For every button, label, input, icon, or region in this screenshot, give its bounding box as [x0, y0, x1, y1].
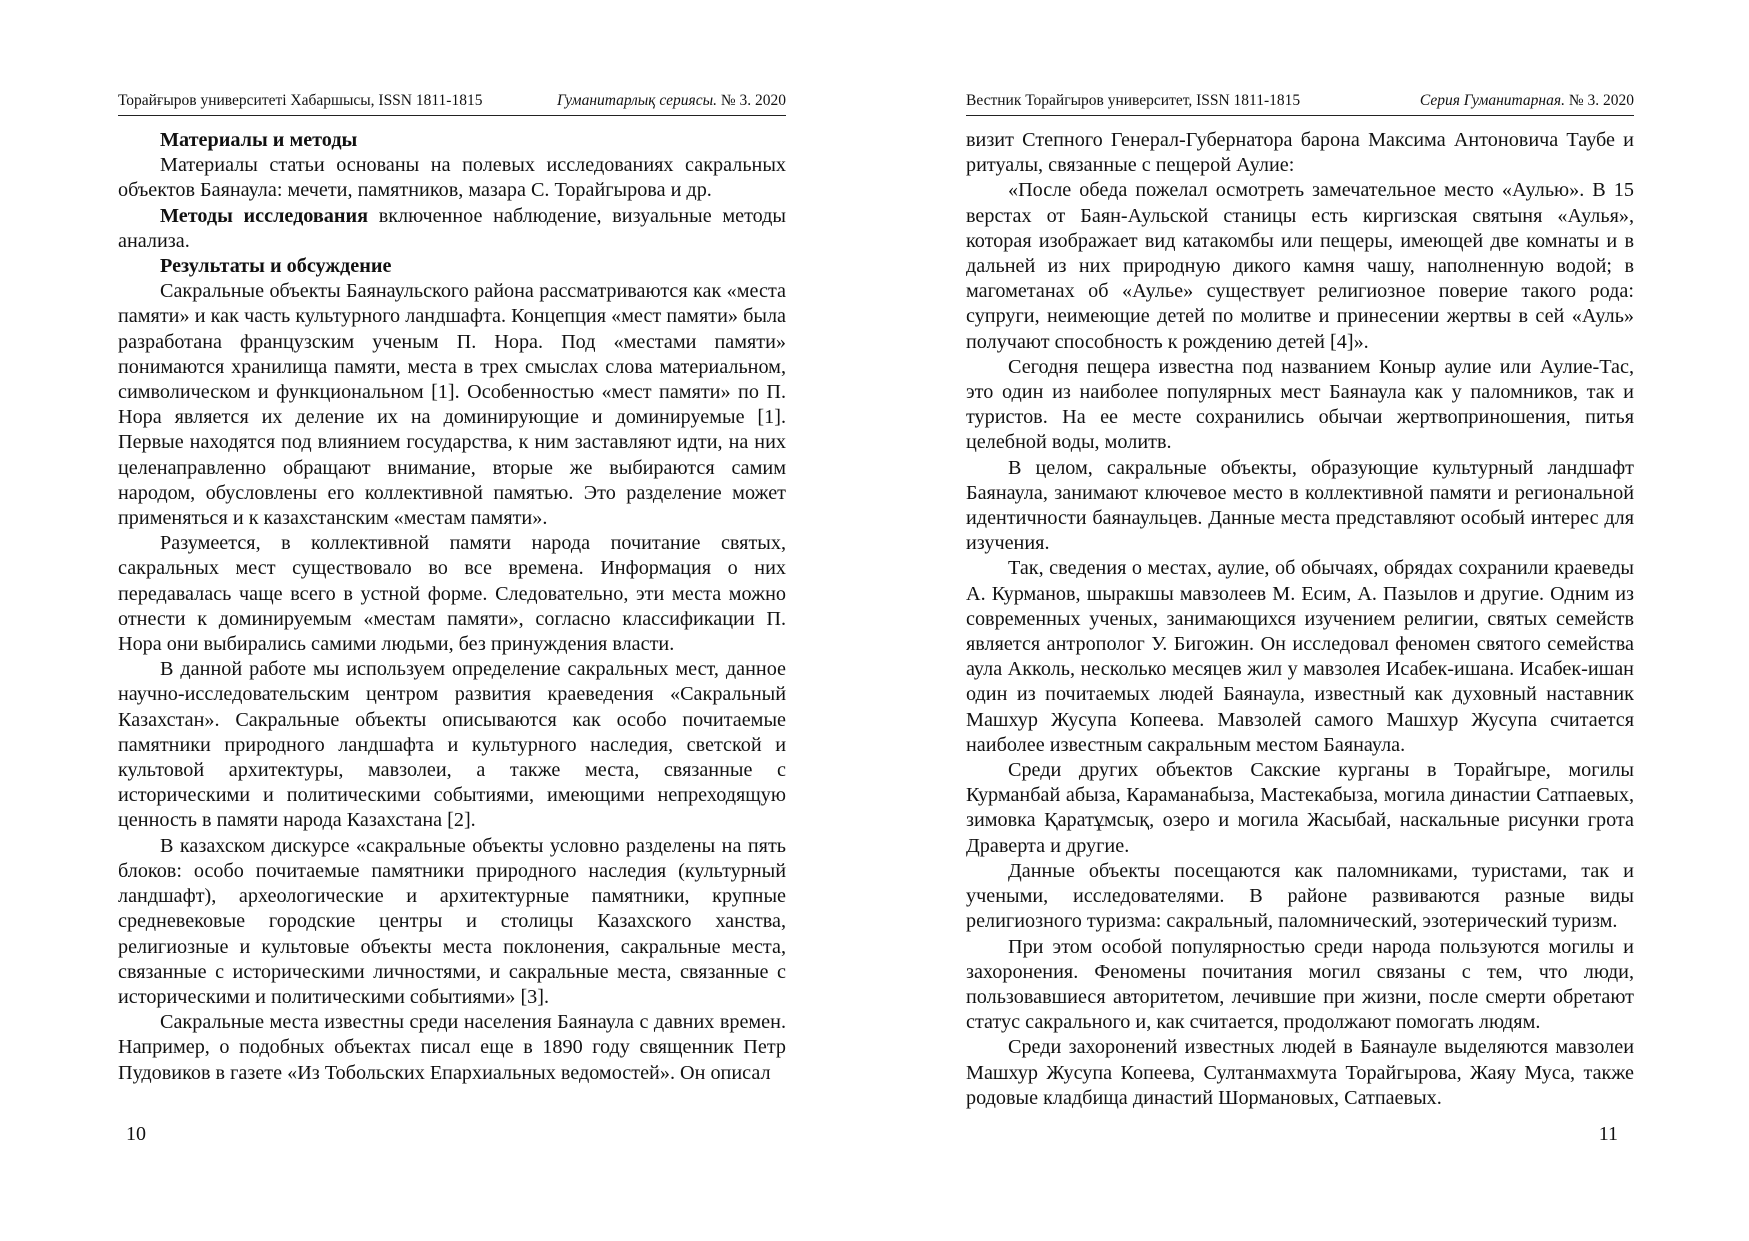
paragraph: Сегодня пещера известна под названием Коныр аулие или Аулие-Тас, это один из наиболее популярных мест Баянаула как у паломников, так и туристов. На ее месте сохранились обычаи жертвоприношения, питья целебной воды, молитв. — [966, 355, 1634, 454]
quote-paragraph: «После обеда пожелал осмотреть замечательное место «Аулью». В 15 верстах от Баян-Аульской станицы есть киргизская святыня «Аулья», которая изображает вид катакомбы или пещеры, имеющей две комнаты и в дальней из них природную дикого камня чашу, наполненную водой; в магометанах об «Аулье» существует религиозное поверие такого рода: супруги, неимеющие детей по молитве и принесении жертвы в сей «Ауль» получают способность к рождению детей [4]». — [966, 179, 1634, 353]
paragraph: В целом, сакральные объекты, образующие культурный ландшафт Баянаула, занимают ключевое место в коллективной памяти и региональной идентичности баянаульцев. Данные места представляют особый интерес для изучения. — [966, 456, 1634, 555]
paragraph: При этом особой популярностью среди народа пользуются могилы и захоронения. Феномены почитания могил связаны с тем, что люди, пользовавшиеся авторитетом, лечившие при жизни, после смерти обретают статус сакрального и, как считается, продолжают помогать людям. — [966, 935, 1634, 1034]
paragraph: Материалы статьи основаны на полевых исследованиях сакральных объектов Баянаула: мечети, памятников, мазара С. Торайгырова и др. — [118, 154, 786, 202]
paragraph: В данной работе мы используем определение сакральных мест, данное научно-исследовательским центром развития краеведения «Сакральный Казахстан». Сакральные объекты описываются как особо почитаемые памятники природного ландшафта и культурного наследия, светской и культовой архитектуры, мавзолеи, а также места, связанные с историческими и политическими событиями, имеющими непреходящую ценность в памяти народа Казахстана [2]. — [118, 658, 786, 832]
series-name: Серия Гуманитарная. — [1419, 92, 1565, 109]
paragraph — [118, 204, 786, 254]
issue-number: № 3. 2020 — [720, 92, 786, 109]
page-number: 10 — [126, 1123, 146, 1145]
series-name: Гуманитарлық сериясы. — [557, 92, 717, 109]
body-text — [118, 128, 786, 1086]
paragraph: Среди захоронений известных людей в Баянауле выделяются мавзолеи Машхур Жусупа Копеева, Султанмахмута Торайгырова, Жаяу Муса, также родовые кладбища династий Шормановых, Сатпаевых. — [966, 1036, 1634, 1109]
series-info — [557, 91, 786, 111]
paragraph: Так, сведения о местах, аулие, об обычаях, обрядах сохранили краеведы А. Курманов, шыракшы мавзолеев М. Есим, А. Пазылов и другие. Одним из современных ученых, занимающихся изучением религии, святых семейств является антрополог У. Бигожин. Он исследовал феномен святого семейства аула Акколь, несколько месяцев жил у мавзолея Исабек-ишана. Исабек-ишан один из почитаемых людей Баянаула, известный как духовный наставник Машхур Жусупа Копеева. Мавзолей самого Машхур Жусупа считается наиболее известным сакральным местом Баянаула. — [966, 557, 1634, 756]
section-heading: Материалы и методы — [160, 129, 358, 151]
running-header — [966, 91, 1634, 116]
paragraph: В казахском дискурсе «сакральные объекты условно разделены на пять блоков: особо почитаемые памятники природного наследия (культурный ландшафт), археологические и архитектурные памятники, крупные средневековые городские центры и столицы Казахского ханства, религиозные и культовые объекты места поклонения, сакральные места, связанные с историческими личностями, и сакральные места, связанные с историческими и политическими событиями» [3]. — [118, 834, 786, 1008]
journal-title: Торайғыров университеті Хабаршысы, ISSN 1811-1815 — [118, 92, 483, 109]
page-number: 11 — [1598, 1123, 1618, 1145]
paragraph: визит Степного Генерал-Губернатора барона Максима Антоновича Таубе и ритуалы, связанные с пещерой Аулие: — [966, 129, 1634, 177]
paragraph: Сакральные объекты Баянаульского района рассматриваются как «места памяти» и как часть культурного ландшафта. Концепция «мест памяти» была разработана французским ученым П. Нора. Под «местами памяти» понимаются хранилища памяти, места в трех смыслах слова материальном, символическом и функциональном [1]. Особенностью «мест памяти» по П. Нора является их деление их на доминирующие и доминируемые [1]. Первые находятся под влиянием государства, к ним заставляют идти, на них целенаправленно обращают внимание, вторые же выбираются самим народом, обусловлены его коллективной памятью. Это разделение может применяться и к казахстанским «местам памяти». — [118, 280, 786, 530]
journal-title: Вестник Торайгыров университет, ISSN 1811-1815 — [966, 92, 1301, 109]
series-info — [1420, 91, 1634, 111]
running-header — [118, 91, 786, 116]
section-heading: Результаты и обсуждение — [160, 255, 392, 278]
paragraph: Разумеется, в коллективной памяти народа почитание святых, сакральных мест существовало во все времена. Информация о них передавалась чаще всего в устной форме. Следовательно, эти места можно отнести к доминируемым «местам памяти», согласно классификации П. Нора они выбирались самими людьми, без принуждения власти. — [118, 532, 786, 656]
issue-number: № 3. 2020 — [1568, 92, 1634, 109]
paragraph: Среди других объектов Сакские курганы в Торайгыре, могилы Курманбай абыза, Караманабыза, Мастекабыза, могила династии Сатпаевых, зимовка Қаратұмсық, озеро и могила Жасыбай, наскальные рисунки грота Драверта и другие. — [966, 759, 1634, 857]
left-page — [118, 0, 786, 1241]
paragraph-text: включенное наблюдение, визуальные методы анализа. — [118, 204, 786, 252]
paragraph: Сакральные места известны среди населения Баянаула с давних времен. Например, о подобных объектах писал еще в 1890 году священник Петр Пудовиков в газете «Из Тобольских Епархиальных ведомостей». Он описал — [118, 1011, 786, 1084]
body-text — [966, 128, 1634, 1111]
right-page — [966, 0, 1634, 1241]
inline-heading: Методы исследования — [160, 204, 369, 227]
paragraph: Данные объекты посещаются как паломниками, туристами, так и учеными, исследователями. В районе развиваются разные виды религиозного туризма: сакральный, паломнический, эзотерический туризм. — [966, 859, 1634, 933]
